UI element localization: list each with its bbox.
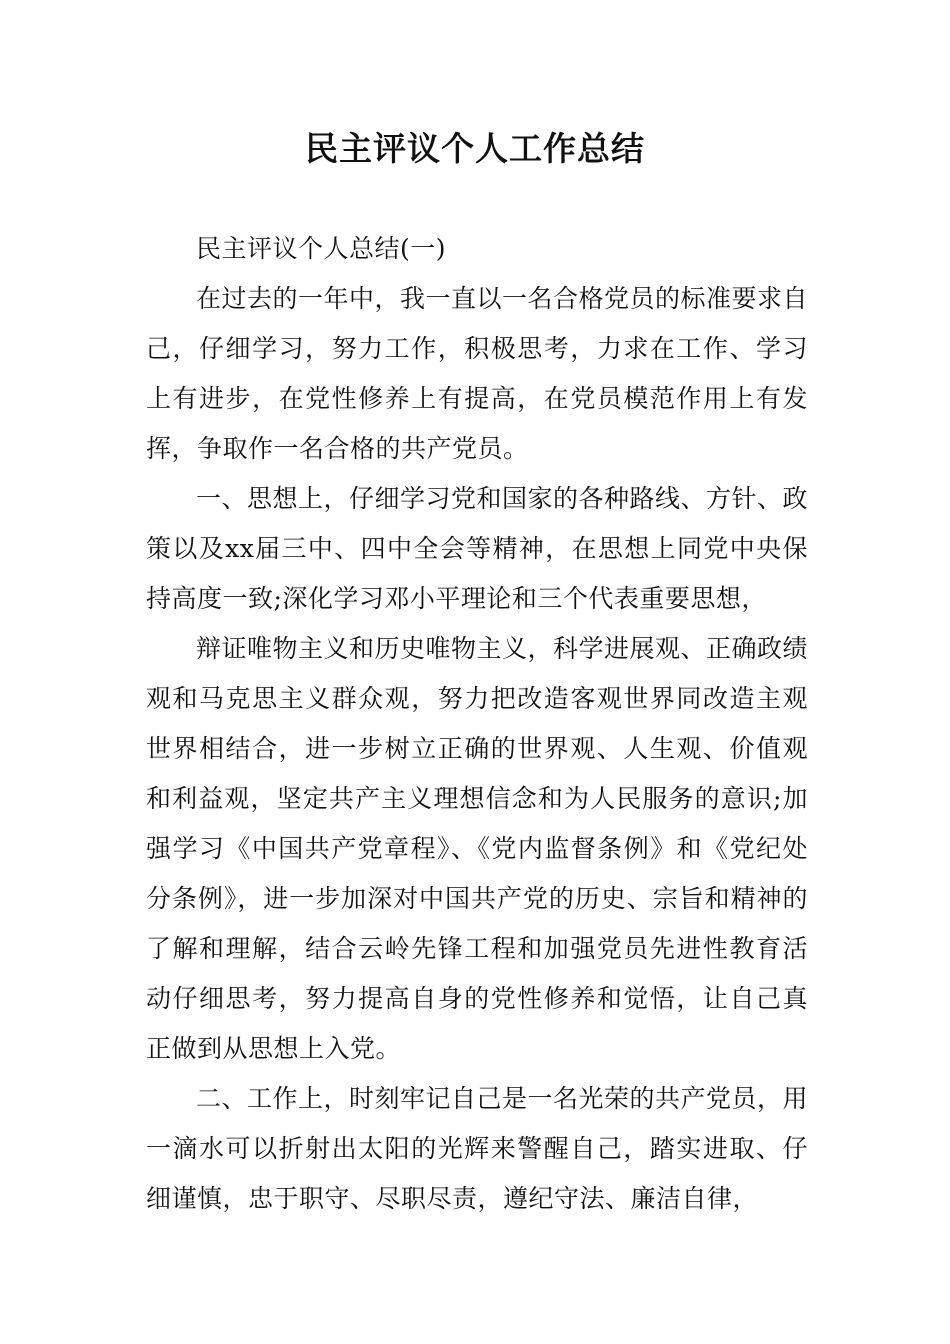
paragraph-ideology-continued: 辩证唯物主义和历史唯物主义，科学进展观、正确政绩观和马克思主义群众观，努力把改造客观世界同改造主观世界相结合，进一步树立正确的世界观、人生观、价值观和利益观，坚定共产主义理想信念和为人民服务的意识;加强学习《中国共产党章程》、《党内监督条例》和《党纪处分条例》，进一步加深对中国共产党的历史、宗旨和精神的了解和理解，结合云岭先锋工程和加强党员先进性教育活动仔细思考，努力提高自身的党性修养和觉悟，让自己真正做到从思想上入党。 — [146, 634, 809, 1063]
paragraph-work: 二、工作上，时刻牢记自己是一名光荣的共产党员，用一滴水可以折射出太阳的光辉来警醒自己，踏实进取、仔细谨慎，忠于职守、尽职尽责，遵纪守法、廉洁自律， — [146, 1084, 809, 1213]
section-subtitle: 民主评议个人总结(一) — [196, 234, 447, 263]
paragraph-intro: 在过去的一年中，我一直以一名合格党员的标准要求自己，仔细学习，努力工作，积极思考，力求在工作、学习上有进步，在党性修养上有提高，在党员模范作用上有发挥，争取作一名合格的共产党员。 — [146, 284, 809, 463]
paragraph-ideology: 一、思想上，仔细学习党和国家的各种路线、方针、政策以及xx届三中、四中全会等精神，在思想上同党中央保持高度一致;深化学习邓小平理论和三个代表重要思想， — [146, 484, 809, 613]
document-body — [146, 224, 808, 1224]
document-title: 民主评议个人工作总结 — [305, 129, 645, 168]
